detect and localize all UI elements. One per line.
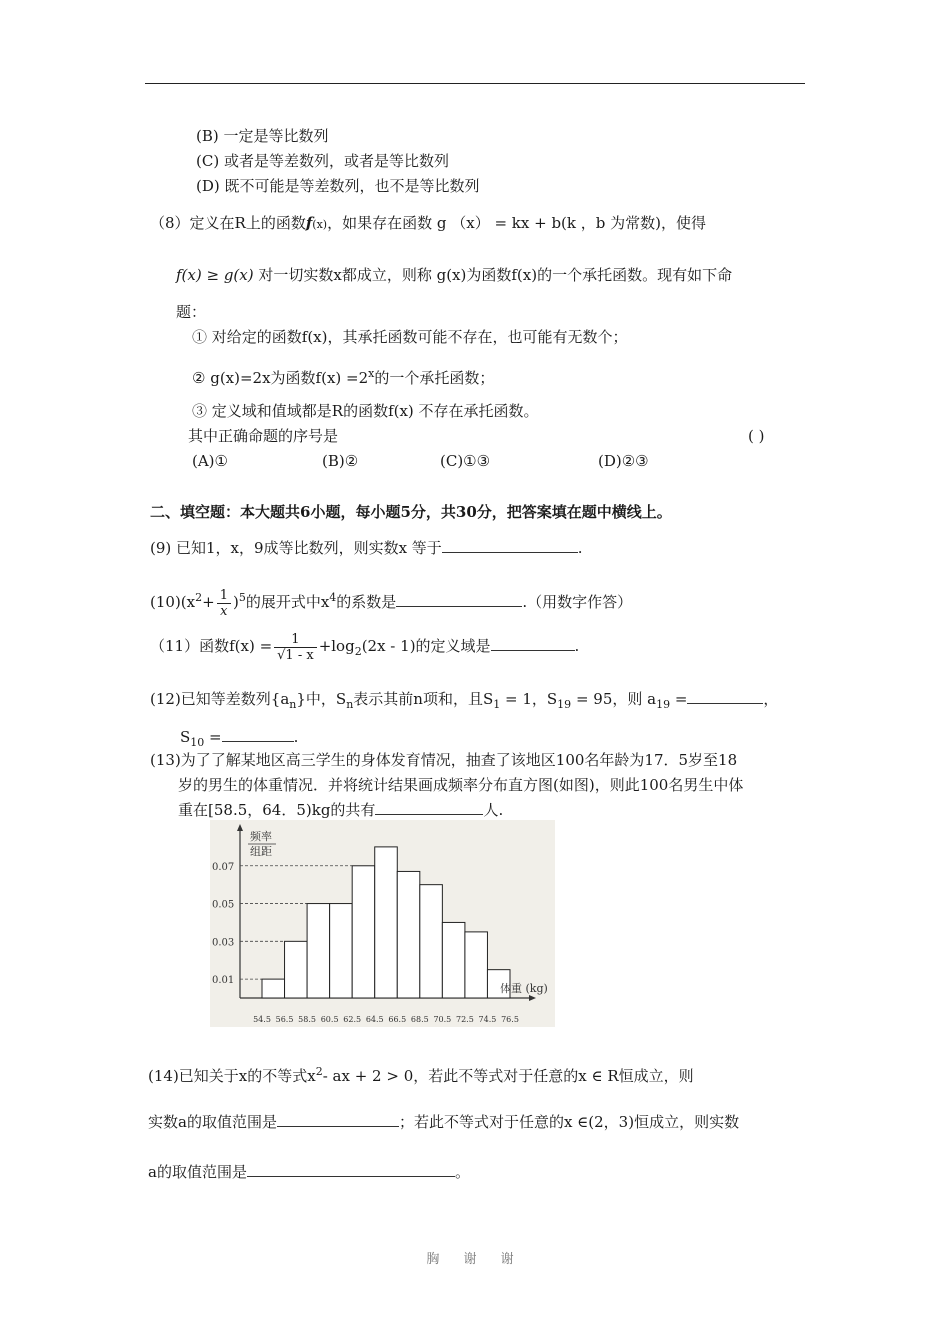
x-tick-label: 74.5 — [478, 1015, 497, 1024]
q7-option-b: (B) 一定是等比数列 — [196, 127, 329, 145]
q13-blank[interactable] — [375, 800, 483, 815]
frequency-histogram — [210, 820, 555, 1027]
q7-option-d: (D) 既不可能是等差数列，也不是等比数列 — [196, 177, 480, 195]
q12-line1: (12)已知等差数列$\{a_n\}$中，$S_n$表示其前n项和，且$S_1 = 1$，$S_{19} = 95$，则 $a_{19}$ = ， — [150, 690, 779, 711]
histogram-bar — [262, 979, 285, 998]
q8-line1: （8）定义在R上的函数f(x)，如果存在函数 g （x） = kx + b(k ，b 为常数)，使得 — [150, 214, 706, 232]
q9: (9) 已知1，x，9成等比数列，则实数x 等于 . — [150, 539, 583, 557]
q14-blank-1[interactable] — [277, 1112, 399, 1127]
q10-blank[interactable] — [396, 592, 522, 607]
q14-line3: a的取值范围是 。 — [148, 1163, 470, 1181]
q7-option-c: (C) 或者是等差数列，或者是等比数列 — [196, 152, 449, 170]
x-tick-label: 58.5 — [298, 1015, 316, 1024]
q14-line2: 实数a的取值范围是 ；若此不等式对于任意的x ∈(2，3)恒成立，则实数 — [148, 1113, 740, 1131]
x-tick-label: 72.5 — [456, 1015, 474, 1024]
q9-blank[interactable] — [442, 538, 578, 553]
y-tick-label: 0.07 — [212, 861, 235, 873]
x-tick-label: 60.5 — [320, 1015, 339, 1024]
q8-option-b: (B)② — [322, 452, 359, 470]
histogram-bar — [442, 922, 465, 998]
histogram-bar — [285, 941, 308, 998]
q8-proposition-2: ② g(x)=2x为函数$f(x) =2^x$的一个承托函数； — [192, 367, 495, 387]
y-tick-label: 0.01 — [212, 975, 235, 987]
q12-line2: $S_{10}$ = . — [180, 728, 299, 749]
x-tick-label: 56.5 — [275, 1015, 294, 1024]
q14-blank-2[interactable] — [247, 1162, 455, 1177]
y-label-bottom: 组距 — [250, 845, 272, 858]
q12-s10-blank[interactable] — [222, 727, 294, 742]
histogram-bar — [307, 904, 330, 998]
x-axis-arrow — [529, 995, 536, 1001]
q13-line2: 岁的男生的体重情况．并将统计结果画成频率分布直方图(如图)，则此100名男生中体 — [178, 776, 744, 794]
x-tick-label: 54.5 — [253, 1015, 271, 1024]
x-axis-label: 体重 (kg) — [500, 982, 548, 995]
q8-answer-paren: ( ) — [748, 427, 765, 445]
y-label-top: 频率 — [250, 830, 272, 843]
histogram-bar — [465, 932, 488, 998]
q8-line3: 题： — [176, 303, 207, 321]
histogram-bar — [352, 866, 375, 998]
q10: $(10)(x^2+$ $\frac{1}{x}$ )$^5$的展开式中$x^4$的系数是 .（用数字作答） — [150, 587, 633, 619]
histogram-svg — [210, 820, 555, 1027]
q8-question: 其中正确命题的序号是 — [188, 427, 339, 445]
q11-blank[interactable] — [491, 636, 575, 651]
histogram-bar — [420, 885, 443, 998]
q14-line1: (14)已知关于x的不等式$x^2-$ ax + 2 > 0，若此不等式对于任意的x ∈ R恒成立，则 — [148, 1065, 694, 1085]
x-tick-label: 66.5 — [388, 1015, 407, 1024]
y-tick-label: 0.05 — [212, 899, 235, 911]
x-tick-label: 70.5 — [433, 1015, 452, 1024]
q8-proposition-1: ① 对给定的函数f(x)，其承托函数可能不存在，也可能有无数个； — [192, 328, 628, 346]
x-tick-label: 64.5 — [365, 1015, 384, 1024]
x-tick-label: 68.5 — [410, 1015, 429, 1024]
histogram-bar — [397, 871, 420, 998]
histogram-bar — [375, 847, 398, 998]
q11: （11）函数f(x) = $\frac{1}{√1 - x}$ $+\log_2(2x - 1)$的定义域是 . — [150, 631, 580, 663]
q8-proposition-3: ③ 定义域和值域都是R的函数f(x) 不存在承托函数。 — [192, 402, 539, 420]
q13-line1: (13)为了了解某地区高三学生的身体发育情况，抽查了该地区100名年龄为17．5岁至18 — [150, 751, 738, 769]
y-axis-arrow — [237, 824, 243, 831]
page-footer: 胸 谢 谢 — [426, 1252, 524, 1267]
q13-line3: 重在[58.5，64．5)kg的共有 人. — [178, 801, 504, 819]
x-tick-label: 62.5 — [343, 1015, 362, 1024]
q8-line2: f(x) ≥ g(x) 对一切实数x都成立，则称 g(x)为函数f(x)的一个承托函数。现有如下命 — [176, 266, 733, 284]
header-rule — [145, 83, 805, 84]
y-tick-label: 0.03 — [212, 937, 235, 949]
q12-a19-blank[interactable] — [687, 689, 763, 704]
histogram-bar — [330, 904, 353, 998]
q8-option-d: (D)②③ — [598, 452, 649, 470]
x-tick-label: 76.5 — [501, 1015, 519, 1024]
q8-option-c: (C)①③ — [440, 452, 491, 470]
section-2-heading: 二、填空题：本大题共6小题，每小题5分，共30分，把答案填在题中横线上。 — [150, 503, 672, 521]
q8-option-a: (A)① — [192, 452, 228, 470]
